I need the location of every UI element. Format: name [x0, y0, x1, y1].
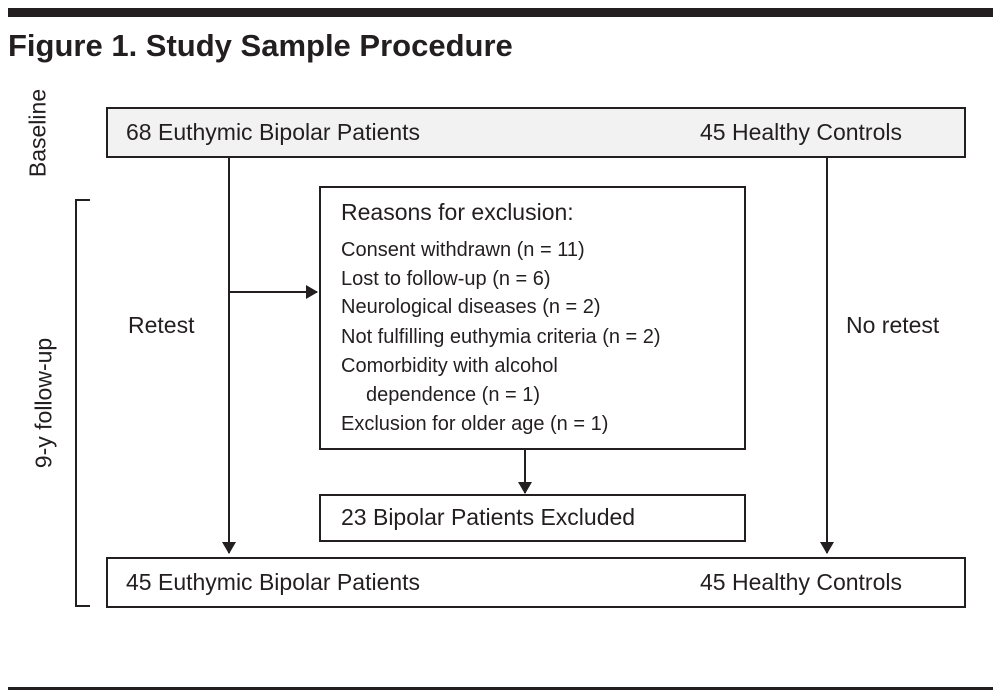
bottom-rule [8, 687, 993, 690]
followup-healthy-controls: 45 Healthy Controls [700, 569, 902, 595]
phase-label-baseline: Baseline [24, 88, 51, 178]
exclusion-item: Lost to follow-up (n = 6) [341, 268, 551, 290]
exclusion-item: Neurological diseases (n = 2) [341, 296, 601, 318]
exclusion-reasons-box [319, 186, 746, 450]
baseline-healthy-controls: 45 Healthy Controls [700, 119, 902, 145]
retest-label: Retest [128, 312, 195, 338]
baseline-bipolar-patients: 68 Euthymic Bipolar Patients [126, 119, 421, 145]
figure-title: Figure 1. Study Sample Procedure [8, 28, 513, 63]
exclusion-item-continued: dependence (n = 1) [366, 384, 541, 406]
exclusion-item: Exclusion for older age (n = 1) [341, 413, 609, 435]
exclusion-item: Not fulfilling euthymia criteria (n = 2) [341, 326, 661, 348]
exclusion-heading: Reasons for exclusion: [341, 199, 574, 225]
phase-label-followup: 9-y follow-up [30, 337, 57, 469]
followup-bipolar-patients: 45 Euthymic Bipolar Patients [126, 569, 421, 595]
no-retest-label: No retest [846, 312, 940, 338]
excluded-label: 23 Bipolar Patients Excluded [341, 504, 636, 530]
followup-bracket [76, 200, 90, 606]
exclusion-item: Comorbidity with alcohol [341, 355, 558, 377]
exclusion-item: Consent withdrawn (n = 11) [341, 239, 585, 261]
